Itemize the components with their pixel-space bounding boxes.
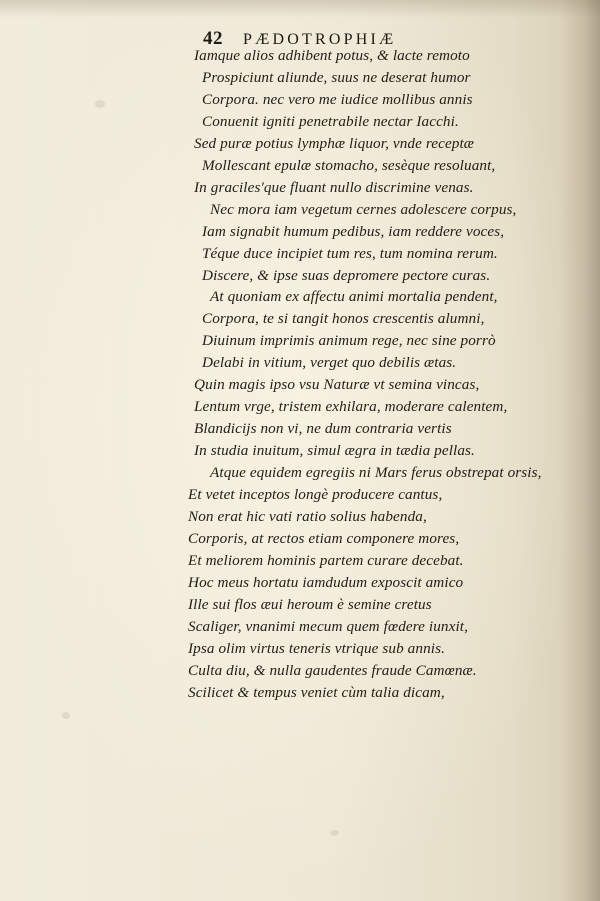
verse-line: Lentum vrge, tristem exhilara, moderare calentem, — [194, 398, 508, 416]
verse-line: Iamque alios adhibent potus, & lacte remoto — [194, 47, 470, 64]
verse-line: Corporis, at rectos etiam componere mores, — [188, 529, 460, 547]
verse-line: Iam signabit humum pedibus, iam reddere voces, — [202, 222, 505, 240]
page-edge-shadow — [560, 0, 600, 901]
verse-line: Quin magis ipso vsu Naturæ vt semina vincas, — [194, 376, 480, 394]
paper-stain — [95, 100, 105, 108]
verse-block — [188, 45, 558, 704]
running-head: PÆDOTROPHIÆ — [243, 31, 397, 48]
paper-stain — [330, 830, 339, 836]
verse-line: Hoc meus hortatu iamdudum exposcit amico — [188, 573, 464, 591]
verse-line: Atque equidem egregiis ni Mars ferus obstrepat orsis, — [210, 464, 542, 482]
verse-line: Téque duce incipiet tum res, tum nomina rerum. — [202, 244, 498, 262]
verse-line: Ipsa olim virtus teneris vtrique sub annis. — [188, 639, 445, 657]
paper-stain — [62, 712, 70, 719]
verse-line: Ille sui flos æui heroum è semine cretus — [188, 595, 432, 613]
verse-line: Corpora, te si tangit honos crescentis alumni, — [202, 310, 485, 328]
verse-line: Culta diu, & nulla gaudentes fraude Camœnæ. — [188, 661, 477, 679]
verse-line: Mollescant epulæ stomacho, sesèque resoluant, — [202, 156, 496, 174]
verse-line: Corpora. nec vero me iudice mollibus annis — [202, 90, 473, 108]
verse-line: Scilicet & tempus veniet cùm talia dicam, — [188, 683, 445, 701]
verse-line: In studia inuitum, simul ægra in tædia pellas. — [194, 442, 475, 460]
verse-line: Discere, & ipse suas depromere pectore curas. — [202, 266, 491, 284]
verse-line: Nec mora iam vegetum cernes adolescere corpus, — [210, 200, 517, 218]
verse-line: Conuenit igniti penetrabile nectar Iacchi. — [202, 112, 459, 130]
verse-line: At quoniam ex affectu animi mortalia pendent, — [210, 288, 498, 306]
verse-line: Prospiciunt aliunde, suus ne deserat humor — [202, 68, 471, 86]
verse-line: Et vetet inceptos longè producere cantus, — [188, 486, 443, 504]
page-number: 42 — [203, 28, 223, 49]
verse-line: Non erat hic vati ratio solius habenda, — [188, 508, 427, 526]
verse-line: Diuinum imprimis animum rege, nec sine porrò — [202, 332, 496, 350]
verse-line: Scaliger, vnanimi mecum quem fœdere iunxit, — [188, 617, 469, 635]
verse-line: Sed puræ potius lymphæ liquor, vnde receptæ — [194, 134, 475, 152]
verse-line: In graciles'que fluant nullo discrimine venas. — [194, 178, 474, 196]
verse-line: Et meliorem hominis partem curare decebat. — [188, 551, 464, 569]
verse-line: Blandicijs non vi, ne dum contraria vertis — [194, 420, 452, 438]
page-top-shadow — [0, 0, 600, 18]
verse-line: Delabi in vitium, verget quo debilis ætas. — [202, 354, 457, 372]
